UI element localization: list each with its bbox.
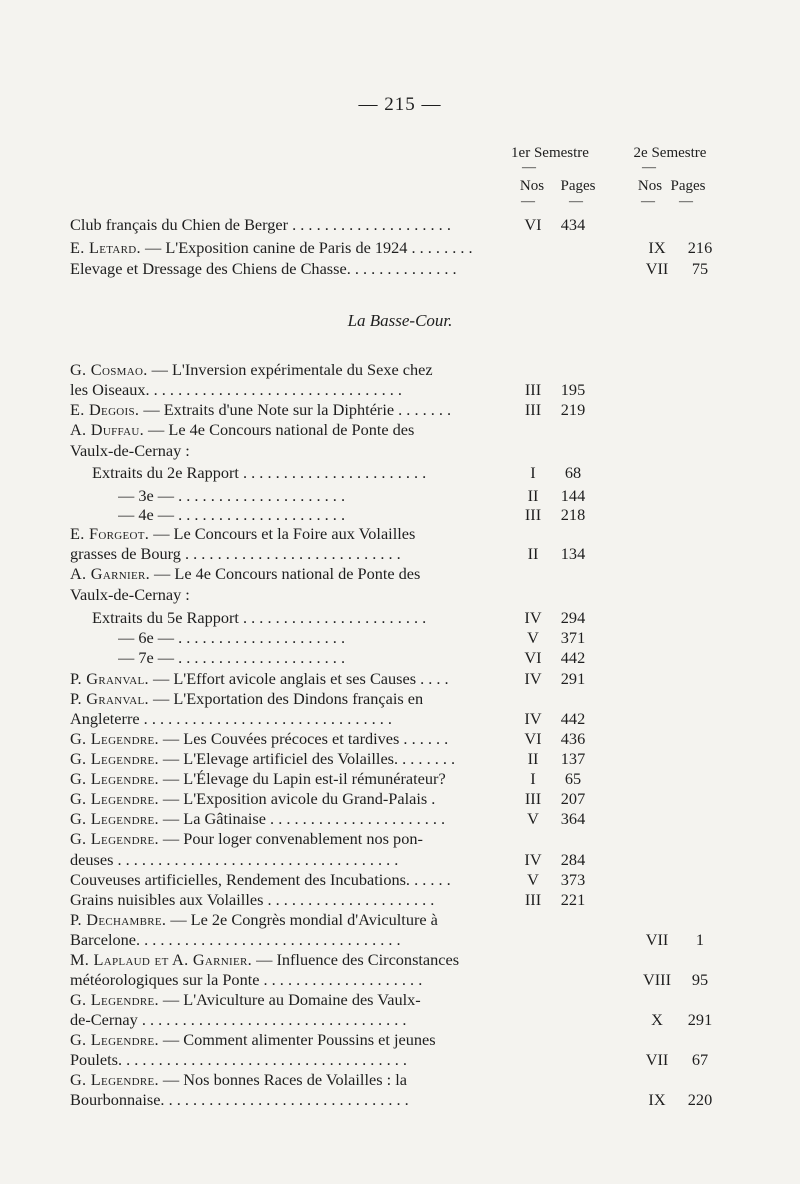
document-page: — 215 — 1er Semestre 2e Semestre — — Nos Pages Nos Pages — — — — Club français du Chien de Berger . . . . . . . . . . . . . . . . . . . . VI 434 E. Letard. — L'Exposition canine de Paris de 1924 . . . . . . . . IX 216 Elevage et Dressage des Chiens de Chasse. . . . . . . . . . . . . . VII 75 La Basse-Cour. G. Cosmao. — L'Inversion expérimentale du Sexe chez les Oiseaux. . . . . . . . . . . . . . . . . . . . . . . . . . . . . . . . III 195 E. Degois. — Extraits d'une Note sur la Diphtérie . . . . . . . III 219 A. Duffau. — Le 4e Concours national de Ponte des Vaulx-de-Cernay : Extraits du 2e Rapport . . . . . . . . . . . . . . . . . . . . . . . I 68 — 3e — . . . . . . . . . . . . . . . . . . . . . II 144 — 4e — . . . . . . . . . . . . . . . . . . . . . III 218 E. Forgeot. — Le Concours et la Foire aux Volailles grasses de Bourg . . . . . . . . . . . . . . . . . . . . . . . . . . . II 134 A. Garnier. — Le 4e Concours national de Ponte des Vaulx-de-Cernay : Extraits du 5e Rapport . . . . . . . . . . . . . . . . . . . . . . . IV 294 — 6e — . . . . . . . . . . . . . . . . . . . . . V 371 — 7e — . . . . . . . . . . . . . . . . . . . . . VI 442 P. Granval. — L'Effort avicole anglais et ses Causes . . . . IV 291 P. Granval. — L'Exportation des Dindons français en Angleterre . . . . . . . . . . . . . . . . . . . . . . . . . . . . . . . IV 442 G. Legendre. — Les Couvées précoces et tardives . . . . . . VI 436 G. Legendre. — L'Elevage artificiel des Volailles. . . . . . . . II 137 G. Legendre. — L'Élevage du Lapin est-il rémunérateur? I 65 G. Legendre. — L'Exposition avicole du Grand-Palais . III 207 G. Legendre. — La Gâtinaise . . . . . . . . . . . . . . . . . . . . . . V 364 G. Legendre. — Pour loger convenablement nos pon- deuses . . . . . . . . . . . . . . . . . . . . . . . . . . . . . . . . . . . IV 284 Couveuses artificielles, Rendement des Incubations. . . . . . V 373 Grains nuisibles aux Volailles . . . . . . . . . . . . . . . . . . . . . III 221 P. Dechambre. — Le 2e Congrès mondial d'Aviculture à Barcelone. . . . . . . . . . . . . . . . . . . . . . . . . . . . . . . . . VII 1 M. Laplaud et A. Garnier. — Influence des Circonstances météorologiques sur la Ponte . . . . . . . . . . . . . . . . . . . . VIII 95 G. Legendre. — L'Aviculture au Domaine des Vaulx- de-Cernay . . . . . . . . . . . . . . . . . . . . . . . . . . . . . . . . . X 291 G. Legendre. — Comment alimenter Poussins et jeunes Poulets. . . . . . . . . . . . . . . . . . . . . . . . . . . . . . . . . . . . VII 67 G. Legendre. — Nos bonnes Races de Volailles : la Bourbonnaise. . . . . . . . . . . . . . . . . . . . . . . . . . . . . . . IX 220 <box>0 0 800 1184</box>
column-dash: — <box>679 194 693 209</box>
subheader-numbers-1: Nos <box>519 178 545 194</box>
column-header-semester-1: 1er Semestre <box>511 145 589 161</box>
page-number: — 215 — <box>358 94 442 115</box>
section-title: La Basse-Cour. <box>347 311 453 330</box>
column-dash: — <box>642 160 656 175</box>
subheader-pages-2: Pages <box>670 178 706 194</box>
column-dash: — <box>569 194 583 209</box>
subheader-pages-1: Pages <box>560 178 596 194</box>
column-dash: — <box>522 160 536 175</box>
subheader-numbers-2: Nos <box>637 178 663 194</box>
column-dash: — <box>521 194 535 209</box>
column-dash: — <box>641 194 655 209</box>
column-header-semester-2: 2e Semestre <box>633 145 707 161</box>
